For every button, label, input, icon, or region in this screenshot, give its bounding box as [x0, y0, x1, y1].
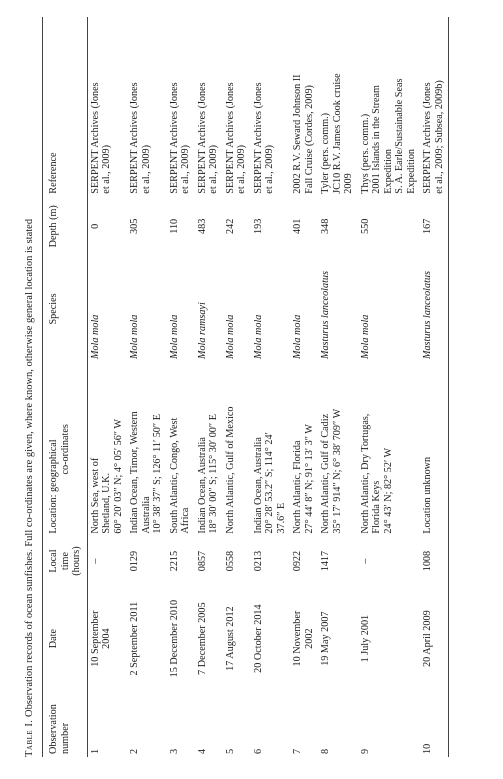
cell-species: Mola mola — [292, 314, 303, 360]
header-species: Species — [48, 293, 59, 325]
cell-local-time: – — [359, 558, 371, 564]
table-label: Table I. — [24, 719, 35, 757]
cell-location: Indian Ocean, Australia 20° 28′ 53.2″ S; 114° 24′ 37.6″ E — [252, 432, 287, 534]
cell-depth: 401 — [292, 218, 303, 234]
cell-local-time: 0213 — [252, 550, 264, 572]
cell-reference: SERPENT Archives (Jones et al., 2009) — [196, 82, 219, 194]
cell-depth: 550 — [359, 218, 371, 234]
table-row — [167, 17, 195, 757]
header-time: Local time (hours) — [48, 546, 82, 576]
cell-observation-number: 8 — [320, 748, 331, 754]
cell-date: 2 September 2011 — [129, 601, 140, 676]
observation-table — [42, 17, 449, 757]
header-date: Date — [48, 629, 59, 649]
cell-species: Masturus lanceolatus — [320, 271, 331, 360]
cell-date: 1 July 2001 — [359, 614, 371, 663]
cell-date: 20 April 2009 — [422, 610, 433, 667]
cell-reference: 2002 R.V. Seward Johnson II Fall Cruise (Cordes, 2009) — [292, 74, 315, 194]
cell-location: Indian Ocean, Timor, Western Australia 10° 38′ 37″ S; 126° 11′ 50″ E — [129, 411, 163, 534]
cell-local-time: 0129 — [129, 550, 140, 572]
table-row — [318, 17, 358, 757]
cell-local-time: 0922 — [292, 550, 303, 572]
cell-date: 7 December 2005 — [196, 602, 208, 675]
header-reference: Reference — [48, 152, 59, 194]
table-header-row — [43, 17, 88, 757]
cell-depth: 483 — [196, 218, 208, 234]
cell-date: 19 May 2007 — [320, 611, 331, 666]
cell-reference: SERPENT Archives (Jones et al., 2009) — [168, 82, 191, 194]
cell-depth: 305 — [129, 218, 140, 234]
cell-depth: 167 — [422, 218, 433, 234]
cell-date: 15 December 2010 — [168, 599, 180, 678]
table-row — [358, 17, 421, 757]
table-row — [87, 17, 127, 757]
cell-location: Indian Ocean, Australia 18° 30′ 00″ S; 115° 30′ 00″ E — [196, 414, 219, 534]
cell-observation-number: 4 — [196, 748, 208, 754]
cell-species: Masturus lanceolatus — [422, 271, 433, 360]
cell-local-time: – — [89, 558, 101, 564]
cell-species: Mola mola — [129, 314, 140, 360]
table-row — [195, 17, 223, 757]
cell-observation-number: 2 — [129, 748, 140, 754]
cell-observation-number: 5 — [224, 748, 236, 754]
cell-location: North Atlantic, Florida 27° 44′ 8″ N; 91° 13′ 3″ W — [292, 424, 315, 534]
cell-location: North Atlantic, Gulf of Mexico — [224, 406, 236, 534]
cell-species: Mola ramsayi — [196, 302, 208, 360]
table-caption — [24, 17, 36, 757]
cell-reference: SERPENT Archives (Jones et al., 2009) — [252, 82, 275, 194]
cell-reference: SERPENT Archives (Jones et al., 2009) — [129, 82, 152, 194]
table-row — [223, 17, 251, 757]
cell-location: North Atlantic, Gulf of Cadiz 35° 17′ 914″ N; 6° 38′ 709″ W — [320, 408, 343, 534]
cell-species: Mola mola — [224, 314, 236, 360]
cell-depth: 348 — [320, 218, 331, 234]
table-row — [420, 17, 449, 757]
cell-location: South Atlantic, Congo, West Africa — [168, 417, 191, 534]
cell-local-time: 2215 — [168, 550, 180, 572]
cell-observation-number: 9 — [359, 748, 371, 754]
table-row — [251, 17, 291, 757]
cell-location: North Sea, west of Shetland, U.K. 60° 20′ 03″ N; 4° 05′ 56″ W — [89, 418, 124, 534]
cell-observation-number: 3 — [168, 748, 180, 754]
table-body — [87, 17, 449, 757]
cell-observation-number: 1 — [89, 748, 101, 754]
header-number: Observation number — [48, 704, 71, 754]
cell-reference: SERPENT Archives (Jones et al., 2009) — [89, 82, 112, 194]
header-location: Location: geographical co-ordinates — [48, 424, 71, 534]
cell-location: North Atlantic, Dry Tortugas, Florida Keys 24° 43′ N; 82° 52′ W — [359, 413, 394, 534]
cell-observation-number: 10 — [422, 743, 433, 754]
cell-depth: 110 — [168, 218, 180, 234]
cell-local-time: 0558 — [224, 550, 236, 572]
table-caption-text: Observation records of ocean sunfishes. Full co-ordinates are given, where known, otherwise general location is stated — [24, 218, 35, 717]
cell-date: 17 August 2012 — [224, 606, 236, 671]
cell-reference: Tyler (pers. comm.) JC10 R.V. James Cook cruise 2009 — [320, 73, 354, 194]
cell-reference: SERPENT Archives (Jones et al., 2009; Subsea, 2009b) — [422, 80, 445, 194]
cell-reference: Thys (pers. comm.) 2001 Islands in the Stream Expedition S. A. Earle/Sustainable Seas Expedition — [359, 78, 417, 194]
cell-depth: 242 — [224, 218, 236, 234]
cell-local-time: 1008 — [422, 550, 433, 572]
table-row — [290, 17, 318, 757]
cell-date: 10 September 2004 — [89, 610, 112, 667]
cell-local-time: 1417 — [320, 550, 331, 572]
cell-species: Mola mola — [252, 314, 264, 360]
cell-species: Mola mola — [168, 314, 180, 360]
table-row — [127, 17, 167, 757]
cell-observation-number: 7 — [292, 748, 303, 754]
cell-location: Location unknown — [422, 456, 433, 534]
cell-depth: 193 — [252, 218, 264, 234]
cell-depth: 0 — [89, 223, 101, 229]
cell-species: Mola mola — [359, 314, 371, 360]
cell-reference: SERPENT Archives (Jones et al., 2009) — [224, 82, 247, 194]
header-depth: Depth (m) — [48, 205, 59, 248]
cell-observation-number: 6 — [252, 748, 264, 754]
cell-date: 20 October 2014 — [252, 604, 264, 673]
cell-species: Mola mola — [89, 314, 101, 360]
cell-date: 10 November 2002 — [292, 610, 315, 667]
cell-local-time: 0857 — [196, 550, 208, 572]
